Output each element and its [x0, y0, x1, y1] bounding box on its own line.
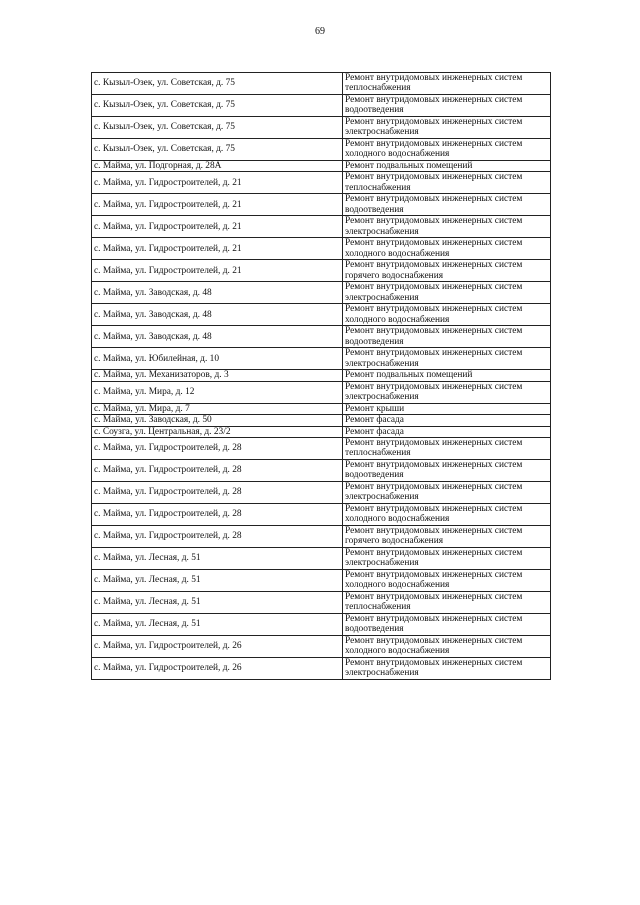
table-row — [92, 592, 551, 614]
work-type-line: холодного водоснабжения — [345, 149, 450, 160]
work-type-cell — [343, 304, 551, 326]
address-cell: с. Майма, ул. Гидростроителей, д. 21 — [92, 216, 343, 238]
work-type-cell — [343, 95, 551, 117]
work-type-cell — [343, 548, 551, 570]
work-type-line: Ремонт внутридомовых инженерных систем — [345, 304, 523, 315]
work-type-line: Ремонт внутридомовых инженерных систем — [345, 216, 523, 227]
address-cell: с. Майма, ул. Мира, д. 12 — [92, 381, 343, 403]
address-cell: с. Майма, ул. Механизаторов, д. 3 — [92, 370, 343, 381]
work-type-line: водоотведения — [345, 204, 404, 215]
address-cell: с. Майма, ул. Заводская, д. 48 — [92, 282, 343, 304]
work-type-cell — [343, 216, 551, 238]
table-row — [92, 636, 551, 658]
work-type-cell — [343, 614, 551, 636]
address-cell: с. Майма, ул. Гидростроителей, д. 26 — [92, 636, 343, 658]
table-row — [92, 438, 551, 460]
table-row — [92, 415, 551, 426]
work-type-line: холодного водоснабжения — [345, 514, 450, 525]
page-number: 69 — [315, 26, 325, 37]
work-type-line: Ремонт подвальных помещений — [345, 161, 473, 171]
work-type-cell — [343, 348, 551, 370]
work-type-line: водоотведения — [345, 105, 404, 116]
work-type-cell — [343, 403, 551, 414]
work-type-cell — [343, 526, 551, 548]
work-type-cell — [343, 73, 551, 95]
work-type-line: холодного водоснабжения — [345, 646, 450, 657]
address-cell: с. Майма, ул. Лесная, д. 51 — [92, 570, 343, 592]
work-type-line: электроснабжения — [345, 292, 419, 303]
work-type-line: Ремонт внутридомовых инженерных систем — [345, 260, 523, 271]
work-type-line: холодного водоснабжения — [345, 314, 450, 325]
work-type-line: Ремонт внутридомовых инженерных систем — [345, 238, 523, 249]
table-row — [92, 614, 551, 636]
work-type-line: электроснабжения — [345, 392, 419, 403]
address-cell: с. Майма, ул. Мира, д. 7 — [92, 403, 343, 414]
table-row — [92, 172, 551, 194]
repair-works-table — [91, 72, 551, 680]
address-cell: с. Майма, ул. Лесная, д. 51 — [92, 592, 343, 614]
table-row — [92, 570, 551, 592]
work-type-cell — [343, 426, 551, 437]
work-type-cell — [343, 381, 551, 403]
table-row — [92, 370, 551, 381]
table-row — [92, 381, 551, 403]
table-row — [92, 348, 551, 370]
address-cell: с. Майма, ул. Юбилейная, д. 10 — [92, 348, 343, 370]
work-type-cell — [343, 260, 551, 282]
table-row — [92, 95, 551, 117]
table-row — [92, 482, 551, 504]
table-row — [92, 304, 551, 326]
table-row — [92, 161, 551, 172]
table-row — [92, 73, 551, 95]
work-type-line: Ремонт внутридомовых инженерных систем — [345, 460, 523, 471]
work-type-line: холодного водоснабжения — [345, 580, 450, 591]
work-type-line: теплоснабжения — [345, 182, 411, 193]
address-cell: с. Майма, ул. Гидростроителей, д. 28 — [92, 526, 343, 548]
work-type-line: Ремонт внутридомовых инженерных систем — [345, 194, 523, 205]
work-type-cell — [343, 504, 551, 526]
work-type-line: теплоснабжения — [345, 602, 411, 613]
work-type-line: Ремонт подвальных помещений — [345, 370, 473, 381]
work-type-line: Ремонт внутридомовых инженерных систем — [345, 73, 523, 83]
work-type-line: Ремонт внутридомовых инженерных систем — [345, 117, 523, 127]
table-row — [92, 139, 551, 161]
address-cell: с. Майма, ул. Подгорная, д. 28А — [92, 161, 343, 172]
work-type-cell — [343, 636, 551, 658]
address-cell: с. Кызыл-Озек, ул. Советская, д. 75 — [92, 95, 343, 117]
table-row — [92, 216, 551, 238]
work-type-line: электроснабжения — [345, 668, 419, 679]
work-type-line: Ремонт внутридомовых инженерных систем — [345, 172, 523, 183]
work-type-line: теплоснабжения — [345, 83, 411, 94]
address-cell: с. Майма, ул. Гидростроителей, д. 28 — [92, 460, 343, 482]
work-type-line: водоотведения — [345, 336, 404, 347]
work-type-line: горячего водоснабжения — [345, 536, 444, 547]
table-row — [92, 460, 551, 482]
work-type-cell — [343, 460, 551, 482]
table-row — [92, 260, 551, 282]
work-type-cell — [343, 326, 551, 348]
work-type-cell — [343, 172, 551, 194]
work-type-line: Ремонт внутридомовых инженерных систем — [345, 95, 523, 105]
work-type-line: горячего водоснабжения — [345, 270, 444, 281]
address-cell: с. Майма, ул. Гидростроителей, д. 21 — [92, 238, 343, 260]
work-type-cell — [343, 194, 551, 216]
address-cell: с. Майма, ул. Лесная, д. 51 — [92, 614, 343, 636]
address-cell: с. Кызыл-Озек, ул. Советская, д. 75 — [92, 73, 343, 95]
table-row — [92, 117, 551, 139]
work-type-line: Ремонт внутридомовых инженерных систем — [345, 381, 523, 392]
work-type-line: электроснабжения — [345, 358, 419, 369]
work-type-cell — [343, 161, 551, 172]
table-row — [92, 194, 551, 216]
address-cell: с. Майма, ул. Гидростроителей, д. 26 — [92, 658, 343, 680]
work-type-cell — [343, 658, 551, 680]
address-cell: с. Майма, ул. Лесная, д. 51 — [92, 548, 343, 570]
table-row — [92, 548, 551, 570]
table-row — [92, 526, 551, 548]
work-type-line: Ремонт фасада — [345, 415, 404, 426]
work-type-line: Ремонт внутридомовых инженерных систем — [345, 526, 523, 537]
work-type-line: Ремонт внутридомовых инженерных систем — [345, 348, 523, 359]
table-row — [92, 426, 551, 437]
work-type-cell — [343, 592, 551, 614]
address-cell: с. Майма, ул. Гидростроителей, д. 28 — [92, 438, 343, 460]
work-type-line: электроснабжения — [345, 492, 419, 503]
address-cell: с. Майма, ул. Гидростроителей, д. 21 — [92, 194, 343, 216]
work-type-line: электроснабжения — [345, 127, 419, 138]
table-row — [92, 282, 551, 304]
work-type-line: Ремонт фасада — [345, 426, 404, 437]
work-type-line: электроснабжения — [345, 558, 419, 569]
work-type-cell — [343, 238, 551, 260]
work-type-cell — [343, 438, 551, 460]
work-type-line: теплоснабжения — [345, 448, 411, 459]
work-type-line: Ремонт внутридомовых инженерных систем — [345, 504, 523, 515]
work-type-line: Ремонт крыши — [345, 403, 405, 414]
table-row — [92, 403, 551, 414]
work-type-cell — [343, 117, 551, 139]
work-type-line: Ремонт внутридомовых инженерных систем — [345, 482, 523, 493]
work-type-line: Ремонт внутридомовых инженерных систем — [345, 282, 523, 293]
work-type-line: холодного водоснабжения — [345, 248, 450, 259]
work-type-cell — [343, 139, 551, 161]
table-row — [92, 658, 551, 680]
work-type-line: Ремонт внутридомовых инженерных систем — [345, 636, 523, 647]
table-row — [92, 326, 551, 348]
work-type-cell — [343, 482, 551, 504]
address-cell: с. Майма, ул. Гидростроителей, д. 28 — [92, 504, 343, 526]
address-cell: с. Майма, ул. Гидростроителей, д. 21 — [92, 260, 343, 282]
address-cell: с. Майма, ул. Гидростроителей, д. 28 — [92, 482, 343, 504]
work-type-line: Ремонт внутридомовых инженерных систем — [345, 614, 523, 625]
table-row — [92, 504, 551, 526]
work-type-line: Ремонт внутридомовых инженерных систем — [345, 548, 523, 559]
work-type-line: электроснабжения — [345, 226, 419, 237]
address-cell: с. Майма, ул. Гидростроителей, д. 21 — [92, 172, 343, 194]
address-cell: с. Майма, ул. Заводская, д. 50 — [92, 415, 343, 426]
work-type-line: водоотведения — [345, 624, 404, 635]
work-type-line: Ремонт внутридомовых инженерных систем — [345, 570, 523, 581]
work-type-cell — [343, 415, 551, 426]
work-type-line: Ремонт внутридомовых инженерных систем — [345, 592, 523, 603]
address-cell: с. Кызыл-Озек, ул. Советская, д. 75 — [92, 139, 343, 161]
work-type-cell — [343, 570, 551, 592]
work-type-line: водоотведения — [345, 470, 404, 481]
address-cell: с. Майма, ул. Заводская, д. 48 — [92, 326, 343, 348]
address-cell: с. Кызыл-Озек, ул. Советская, д. 75 — [92, 117, 343, 139]
table-body — [92, 73, 551, 680]
table-row — [92, 238, 551, 260]
address-cell: с. Соузга, ул. Центральная, д. 23/2 — [92, 426, 343, 437]
address-cell: с. Майма, ул. Заводская, д. 48 — [92, 304, 343, 326]
work-type-cell — [343, 370, 551, 381]
work-type-line: Ремонт внутридомовых инженерных систем — [345, 326, 523, 337]
work-type-line: Ремонт внутридомовых инженерных систем — [345, 658, 523, 669]
work-type-cell — [343, 282, 551, 304]
work-type-line: Ремонт внутридомовых инженерных систем — [345, 139, 523, 149]
work-type-line: Ремонт внутридомовых инженерных систем — [345, 438, 523, 449]
